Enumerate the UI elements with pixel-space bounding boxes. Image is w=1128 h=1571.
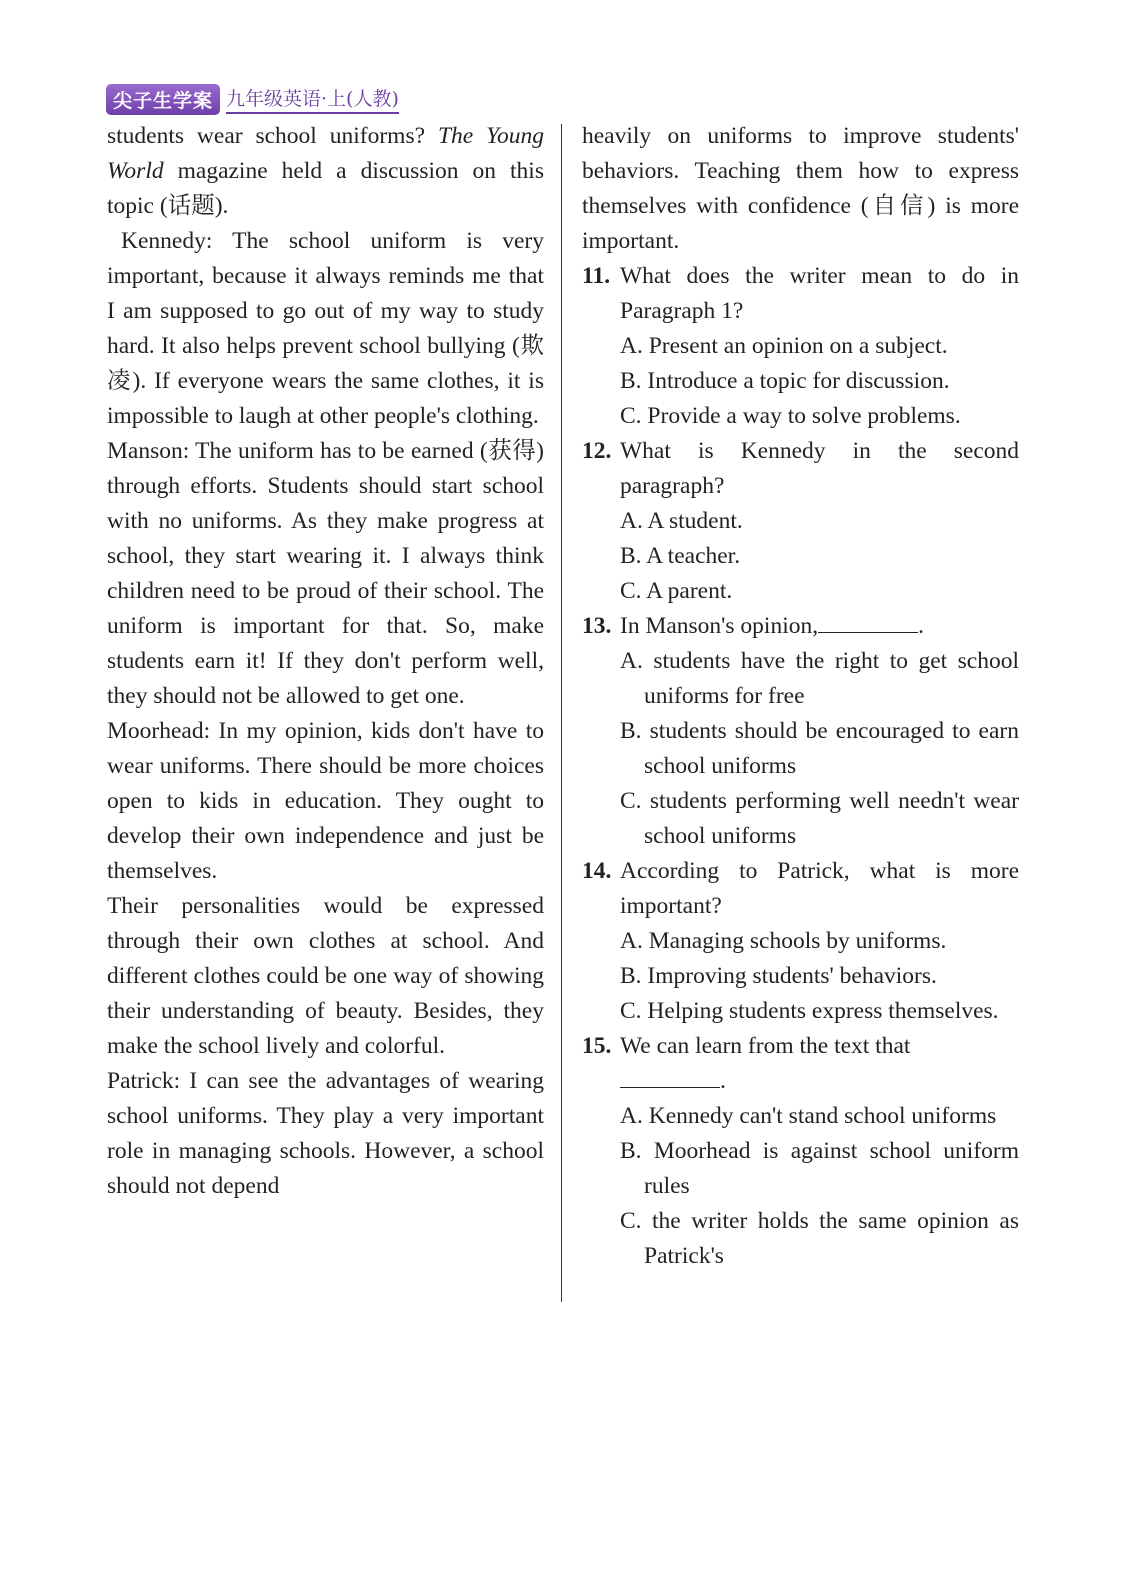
- option-c: C. Provide a way to solve problems.: [620, 403, 961, 429]
- question-12: [582, 434, 1019, 609]
- option-a: A. Present an opinion on a subject.: [620, 333, 948, 359]
- personalities-paragraph: Their personalities would be expressed through their own clothes at school. And different clothes could be one way of showing their understanding of beauty. Besides, they make the school lively and colorful.: [107, 893, 544, 1059]
- option-b: B. Introduce a topic for discussion.: [620, 368, 950, 394]
- option-b: B. students should be encouraged to earn school uniforms: [620, 718, 1019, 779]
- option-b: B. A teacher.: [620, 543, 741, 569]
- question-number: 12.: [582, 438, 612, 464]
- question-number: 11.: [582, 263, 611, 289]
- option-a: A. students have the right to get school uniforms for free: [620, 648, 1019, 709]
- option-b: B. Moorhead is against school uniform rules: [620, 1138, 1019, 1199]
- question-number: 13.: [582, 613, 612, 639]
- question-text: What does the writer mean to do in Paragraph 1?: [620, 263, 1019, 324]
- option-a: A. Managing schools by uniforms.: [620, 928, 947, 954]
- option-c: C. Helping students express themselves.: [620, 998, 999, 1024]
- right-column: [582, 119, 1019, 1274]
- option-c: C. A parent.: [620, 578, 733, 604]
- option-a: A. Kennedy can't stand school uniforms: [620, 1103, 997, 1129]
- question-number: 15.: [582, 1033, 612, 1059]
- continuation-paragraph: heavily on uniforms to improve students' behaviors. Teaching them how to express themselves with confidence (自信) is more important.: [582, 123, 1019, 254]
- answer-blank: [818, 610, 918, 633]
- intro-paragraph: students wear school uniforms? The Young World magazine held a discussion on this topic (话题).: [107, 123, 544, 219]
- answer-blank: [620, 1065, 720, 1088]
- subject-title: 九年级英语·上(人教): [226, 84, 399, 114]
- question-11: [582, 259, 1019, 434]
- option-b: B. Improving students' behaviors.: [620, 963, 937, 989]
- question-13: 13. In Manson's opinion, . A. students have the right to get school uniforms for free B. students should be encouraged to earn school uniforms C. students performing well needn't wear school uniforms: [582, 609, 1019, 854]
- kennedy-paragraph: Kennedy: The school uniform is very important, because it always reminds me that I am supposed to go out of my way to study hard. It also helps prevent school bullying (欺凌). If everyone wears the same clothes, it is impossible to laugh at other people's clothing.: [107, 228, 544, 429]
- question-text: In Manson's opinion,: [620, 613, 819, 639]
- question-14: [582, 854, 1019, 1029]
- option-c: C. students performing well needn't wear school uniforms: [620, 788, 1019, 849]
- manson-paragraph: Manson: The uniform has to be earned (获得) through efforts. Students should start school with no uniforms. As they make progress at school, they start wearing it. I always think children need to be proud of their school. The uniform is important for that. So, make students earn it! If they don't perform well, they should not be allowed to get one.: [107, 438, 544, 709]
- question-15: 15. We can learn from the text that . A. Kennedy can't stand school uniforms B. Moorhead is against school uniform rules C. the writer holds the same opinion as Patrick's: [582, 1029, 1019, 1274]
- patrick-paragraph: Patrick: I can see the advantages of wearing school uniforms. They play a very important role in managing schools. However, a school should not depend: [107, 1068, 544, 1199]
- moorhead-paragraph: Moorhead: In my opinion, kids don't have to wear uniforms. There should be more choices open to kids in education. They ought to develop their own independence and just be themselves.: [107, 718, 544, 884]
- question-text: According to Patrick, what is more important?: [620, 858, 1019, 919]
- magazine-title: The Young World: [107, 123, 544, 184]
- question-number: 14.: [582, 858, 612, 884]
- column-divider: [561, 124, 562, 1302]
- question-text: We can learn from the text that: [620, 1033, 911, 1059]
- page-header: [106, 84, 399, 114]
- option-a: A. A student.: [620, 508, 743, 534]
- left-column: [107, 119, 544, 1204]
- option-c: C. the writer holds the same opinion as Patrick's: [620, 1208, 1019, 1269]
- brand-logo: 尖子生学案: [106, 84, 220, 115]
- question-text: What is Kennedy in the second paragraph?: [620, 438, 1019, 499]
